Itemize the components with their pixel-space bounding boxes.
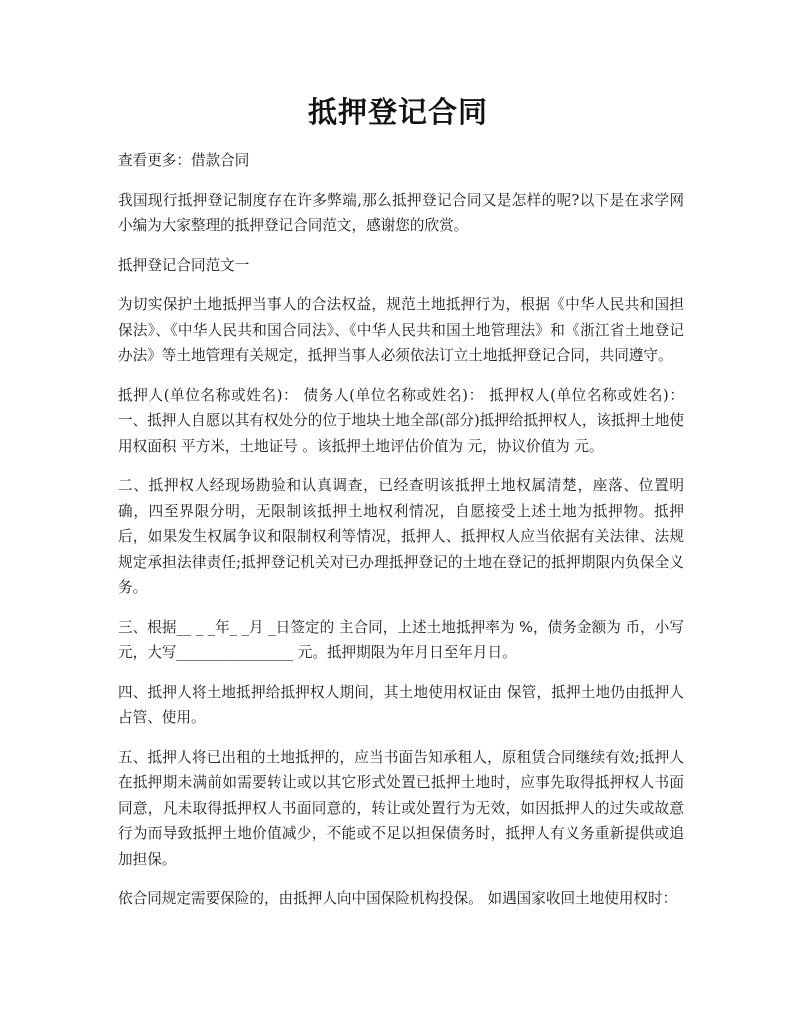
clause-3: 三、根据__ _ _年_ _月 _日签定的 主合同，上述土地抵押率为 %，债务金额为 币，小写 元，大写________________ 元。抵押期限为年月日至年月日。 bbox=[118, 618, 684, 661]
section-heading: 抵押登记合同范文一 bbox=[118, 256, 250, 274]
purpose-paragraph: 为切实保护土地抵押当事人的合法权益，规范土地抵押行为，根据《中华人民共和国担保法》、《中华人民共和国合同法》、《中华人民共和国土地管理法》和《浙江省土地登记办法》等土地管理有关规定，抵押当事人必须依法订立土地抵押登记合同，共同遵守。 bbox=[118, 296, 684, 364]
document-title: 抵押登记合同 bbox=[307, 95, 488, 129]
parties-clause-1: 抵押人(单位名称或姓名)： 债务人(单位名称或姓名)： 抵押权人(单位名称或姓名)： 一、抵押人自愿以其有权处分的位于地块土地全部(部分)抵押给抵押权人，该抵押土地使用权面积 平方米，土地证号 。该抵押土地评估价值为 元，协议价值为 元。 bbox=[118, 386, 684, 455]
document-body bbox=[118, 148, 684, 926]
clause-5: 五、抵押人将已出租的土地抵押的，应当书面告知承租人，原租赁合同继续有效;抵押人在抵押期未满前如需要转让或以其它形式处置已抵押土地时，应事先取得抵押权人书面同意，凡未取得抵押权人书面同意的，转让或处置行为无效，如因抵押人的过失或故意行为而导致抵押土地价值减少，不能或不足以担保债务时，抵押人有义务重新提供或追加担保。 bbox=[118, 748, 684, 868]
more-link-line[interactable]: 查看更多：借款合同 bbox=[118, 152, 250, 169]
intro-paragraph: 我国现行抵押登记制度存在许多弊端,那么抵押登记合同又是怎样的呢?以下是在求学网小编为大家整理的抵押登记合同范文，感谢您的欣赏。 bbox=[118, 191, 684, 234]
clause-2: 二、抵押权人经现场勘验和认真调查，已经查明该抵押土地权属清楚，座落、位置明确，四至界限分明，无限制该抵押土地权利情况，自愿接受上述土地为抵押物。抵押后，如果发生权属争议和限制权利等情况，抵押人、抵押权人应当依据有关法律、法规规定承担法律责任;抵押登记机关对已办理抵押登记的土地在登记的抵押期限内负保全义务。 bbox=[118, 477, 684, 596]
insurance-paragraph: 依合同规定需要保险的，由抵押人向中国保险机构投保。 如遇国家收回土地使用权时： bbox=[118, 890, 678, 907]
clause-4: 四、抵押人将土地抵押给抵押权人期间，其土地使用权证由 保管，抵押土地仍由抵押人占管、使用。 bbox=[118, 683, 684, 726]
